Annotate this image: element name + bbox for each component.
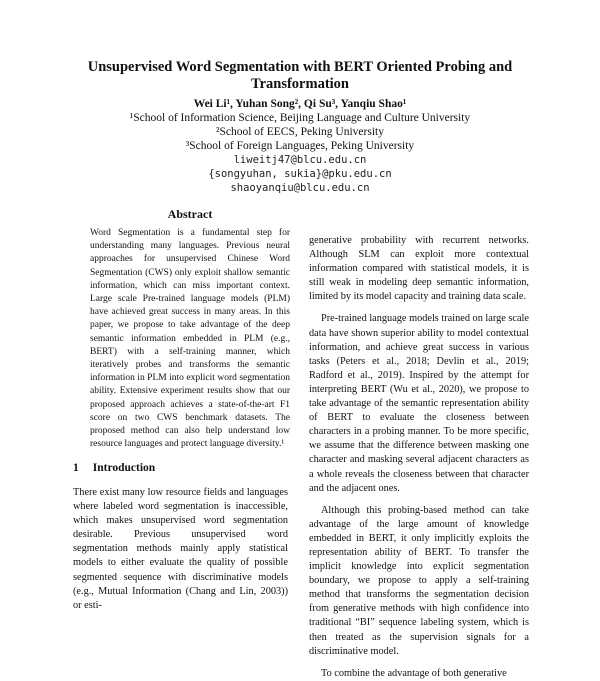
email-1: liweitj47@blcu.edu.cn bbox=[233, 154, 367, 166]
right-paragraph-4: To combine the advantage of both generative bbox=[321, 667, 507, 679]
affiliation-3: ³School of Foreign Languages, Peking University bbox=[185, 140, 415, 152]
intro-paragraph: There exist many low resource fields and languages where labeled word segmentation is inaccessible, which makes unsupervised word segmentation desirable. Previous unsupervised word segmentation methods mainly apply statistical models to either evaluate the quality of possible segmented sequence with discriminative models (e.g., Mutual Information (Chang and Lin, 2003)) or esti- bbox=[73, 487, 288, 611]
right-paragraph-1: generative probability with recurrent networks. Although SLM can exploit more contextual information compared with statistical models, it is still weak in modeling deep semantic information, limited by its model capacity and training data scale. bbox=[309, 235, 529, 303]
abstract-body bbox=[90, 227, 290, 451]
section-title: Introduction bbox=[92, 462, 156, 474]
email-2: {songyuhan, sukia}@pku.edu.cn bbox=[208, 168, 392, 180]
affiliation-1: ¹School of Information Science, Beijing Language and Culture University bbox=[129, 112, 471, 124]
left-column bbox=[73, 486, 288, 613]
abstract-text: Word Segmentation is a fundamental step for understanding many languages. Previous neural approaches for unsupervised Chinese Word Segmentation (CWS) only exploit shallow semantic information, which can miss important context. Large scale Pre-trained language models (PLM) have achieved great success in many areas. In this paper, we propose to take advantage of the deep semantic information embedded in PLM (e.g., BERT) with a self-training manner, which iteratively probes and transforms the semantic information in PLM into explicit word segmentation ability. Extensive experiment results show that our proposed approach achieves a state-of-the-art F1 score on two CWS benchmark datasets. The proposed method can also help understand low resource languages and protect language diversity.¹ bbox=[90, 228, 290, 450]
right-column bbox=[309, 234, 529, 681]
author-list: Wei Li¹, Yuhan Song², Qi Su³, Yanqiu Shao¹ bbox=[193, 98, 407, 110]
abstract-heading: Abstract bbox=[167, 207, 213, 221]
paper-title: Unsupervised Word Segmentation with BERT Oriented Probing and Transformation bbox=[87, 59, 513, 92]
email-3: shaoyanqiu@blcu.edu.cn bbox=[230, 182, 370, 194]
right-paragraph-3: Although this probing-based method can take advantage of the large amount of knowledge embedded in BERT, it only implicitly exploits the representation ability of BERT. To transfer the implicit knowledge into explicit segmentation boundary, we propose to apply a self-training method that transforms the segmentation decision from generative methods with high confidence into traditional “BI” sequence labeling system, which is then treated as the supervision signals for a discriminative model. bbox=[309, 504, 529, 657]
affiliation-2: ²School of EECS, Peking University bbox=[216, 126, 384, 138]
section-heading bbox=[73, 462, 169, 474]
right-paragraph-2: Pre-trained language models trained on large scale data have shown superior ability to model contextual information, and achieve great success in various tasks (Peters et al., 2018; Devlin et al., 2019; Radford et al., 2019). Inspired by the attempt for interpreting BERT (Wu et al., 2020), we propose to take advantage of the semantic representation ability of BERT to evaluate the closeness between characters in a probing manner. To be more specific, we assume that the difference between masking one character and masking several adjacent characters as a whole reveals the closeness between that character and the adjacent ones. bbox=[309, 313, 529, 494]
section-number: 1 bbox=[73, 462, 79, 474]
